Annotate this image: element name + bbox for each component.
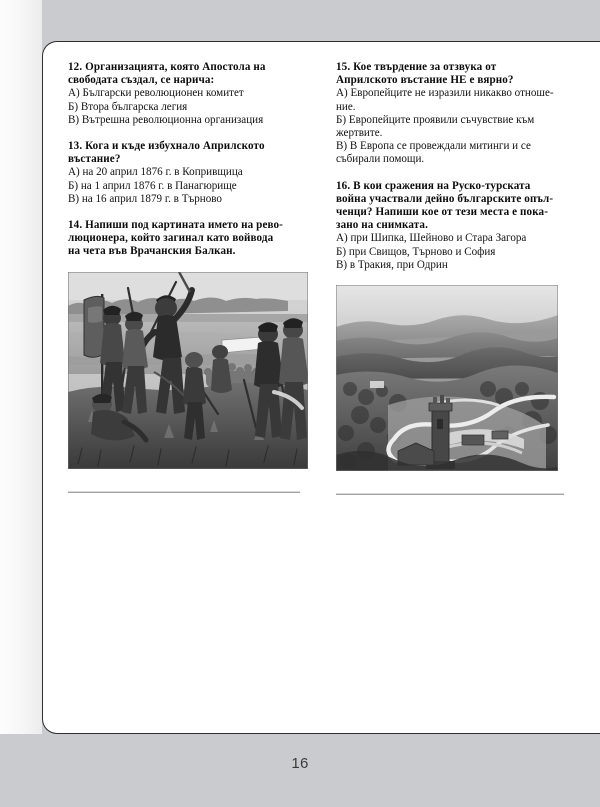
question-14-stem-line-1: 14. Напиши под картината името на рево- — [68, 219, 283, 232]
question-13-option-v[interactable]: В) на 16 април 1879 г. в Търново — [68, 192, 222, 205]
question-15-stem-line-1: 15. Кое твърдение за отзвука от — [336, 61, 497, 73]
question-16-option-v[interactable]: В) в Тракия, при Одрин — [336, 258, 448, 271]
question-12-stem-line-1: 12. Организацията, която Апостола на — [68, 61, 266, 73]
question-13-stem-line-2: въстание? — [68, 153, 121, 166]
question-16-answer-line[interactable] — [336, 493, 564, 495]
question-12 — [68, 61, 314, 127]
question-12-option-b[interactable]: Б) Втора българска легия — [68, 100, 188, 113]
two-column-layout — [68, 61, 582, 495]
question-15-option-b-line-2[interactable]: жертвите. — [336, 127, 383, 140]
shipka-monument-photo — [336, 285, 558, 471]
binding-edge-strip — [0, 0, 42, 807]
question-13-stem-line-1: 13. Кога и къде избухнало Априлското — [68, 140, 265, 153]
question-14 — [68, 219, 314, 259]
question-14-stem-line-3: на чета във Врачанския Балкан. — [68, 245, 236, 258]
question-13-option-a[interactable]: А) на 20 април 1876 г. в Копривщица — [68, 166, 243, 179]
page-number: 16 — [291, 755, 309, 772]
question-15-option-a-line-2[interactable]: ние. — [336, 100, 356, 113]
question-13-option-b[interactable]: Б) на 1 април 1876 г. в Панагюрище — [68, 179, 237, 192]
question-14-stem-line-2: люционера, който загинал като войвода — [68, 232, 274, 245]
top-grey-band — [42, 0, 600, 42]
question-12-option-v[interactable]: В) Вътрешна революционна организация — [68, 113, 264, 126]
shipka-monument-graphic — [336, 285, 558, 471]
question-16-stem-line-3: ченци? Напиши кое от тези места е пока- — [336, 206, 549, 219]
question-16-option-a[interactable]: А) при Шипка, Шейново и Стара Загора — [336, 232, 527, 245]
battle-painting — [68, 272, 308, 469]
question-15-option-a-line-1[interactable]: А) Европейците не изразили никакво отноше- — [336, 87, 554, 100]
question-14-answer-line[interactable] — [68, 491, 300, 493]
question-15-option-b-line-1[interactable]: Б) Европейците проявили съчувствие към — [336, 113, 535, 126]
question-15 — [336, 61, 582, 167]
question-16-stem-line-4: зано на снимката. — [336, 219, 428, 232]
question-12-stem-line-2: свободата създал, се нарича: — [68, 74, 215, 87]
question-15-stem-line-2: Априлското въстание НЕ е вярно? — [336, 74, 514, 87]
question-13 — [68, 140, 314, 206]
right-column — [336, 61, 582, 495]
left-column — [68, 61, 314, 493]
question-12-option-a[interactable]: А) Български революционен комитет — [68, 87, 244, 100]
question-16-stem-line-1: 16. В кои сражения на Руско-турската — [336, 179, 531, 192]
page-content — [68, 61, 582, 706]
battle-painting-graphic — [68, 272, 308, 469]
question-16 — [336, 180, 582, 272]
question-15-option-v-line-1[interactable]: В) В Европа се провеждали митинги и се — [336, 140, 531, 153]
question-16-option-b[interactable]: Б) при Свищов, Търново и София — [336, 245, 496, 258]
question-16-stem-line-2: война участвали дейно българските опъл- — [336, 192, 554, 205]
paper-sheet — [42, 41, 600, 734]
question-15-option-v-line-2[interactable]: събирали помощи. — [336, 153, 425, 166]
